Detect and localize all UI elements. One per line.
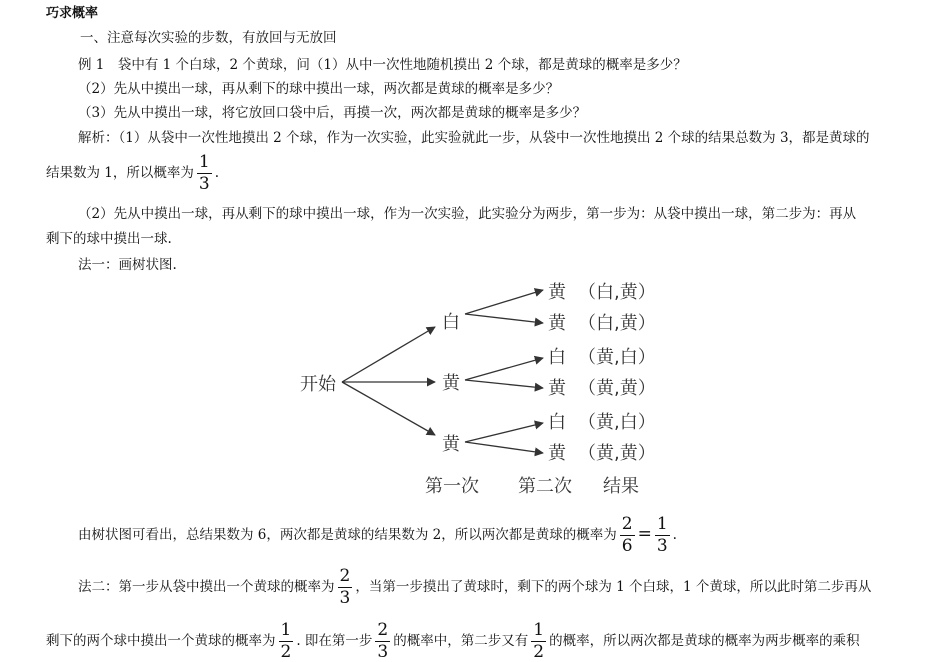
fraction-one-third	[655, 516, 670, 555]
fraction-numerator: 2	[339, 566, 351, 586]
tree-edge	[342, 327, 435, 382]
tree-edge	[342, 382, 435, 435]
method-2-text: . 即在第一步	[296, 633, 373, 649]
tree-level1-node: 黄	[442, 373, 460, 394]
fraction-denominator: 3	[339, 588, 351, 608]
fraction-numerator: 1	[280, 620, 292, 640]
fraction-denominator: 3	[198, 174, 210, 194]
method-2-text: 的概率中，第二步又有	[393, 633, 529, 649]
fraction-two-sixths	[620, 516, 635, 555]
fraction-one-half	[279, 622, 294, 661]
fraction-one-half	[531, 622, 546, 661]
tree-level1-node: 白	[442, 312, 460, 333]
tree-footer-first: 第一次	[425, 476, 479, 497]
method-2-line-1	[78, 568, 871, 607]
section-heading: 一、注意每次实验的步数，有放回与无放回	[80, 30, 337, 46]
fraction-numerator: 2	[377, 620, 389, 640]
tree-level2-node: 黄	[548, 443, 566, 464]
method-2-text: 剩下的两个球中摸出一个黄球的概率为	[46, 633, 276, 649]
tree-level2-node: 白	[548, 347, 566, 368]
solution-paragraph-1-line-1: 解析：（1）从袋中一次性地摸出 2 个球，作为一次实验，此实验就此一步，从袋中一次性地摸出 2 个球的结果总数为 3，都是黄球的	[78, 130, 870, 146]
method-2-text: 法二：第一步从袋中摸出一个黄球的概率为	[78, 579, 335, 595]
fraction-one-third	[197, 154, 212, 193]
conclusion-text: 由树状图可看出，总结果数为 6，两次都是黄球的结果数为 2，所以两次都是黄球的概率为	[78, 527, 617, 543]
fraction-numerator: 1	[656, 514, 668, 534]
fraction-denominator: 2	[533, 642, 545, 662]
fraction-denominator: 3	[377, 642, 389, 662]
tree-edge	[465, 380, 543, 388]
tree-level2-node: 黄	[548, 378, 566, 399]
tree-level2-node: 黄	[548, 282, 566, 303]
tree-diagram	[290, 272, 670, 504]
fraction-two-thirds	[375, 622, 390, 661]
example-question-1: 例 1 袋中有 1 个白球，2 个黄球，问（1）从中一次性地随机摸出 2 个球，都是黄球的概率是多少？	[78, 57, 687, 73]
tree-edge	[465, 290, 543, 314]
tree-start-node: 开始	[300, 374, 336, 395]
fraction-denominator: 2	[280, 642, 292, 662]
solution-paragraph-2-line-1: （2）先从中摸出一球，再从剩下的球中摸出一球，作为一次实验，此实验分为两步，第一步为：从袋中摸出一球，第二步为：再从	[78, 206, 857, 222]
tree-footer-result: 结果	[603, 476, 639, 497]
period: .	[214, 165, 220, 181]
tree-result: （白,黄）	[578, 282, 656, 303]
tree-level2-node: 白	[548, 412, 566, 433]
tree-edge	[465, 423, 543, 442]
tree-result: （黄,黄）	[578, 443, 656, 464]
tree-edge	[465, 314, 543, 323]
tree-footer-second: 第二次	[518, 476, 572, 497]
tree-result: （白,黄）	[578, 313, 656, 334]
fraction-denominator: 6	[621, 536, 633, 556]
fraction-numerator: 1	[198, 152, 210, 172]
method-2-text: 的概率，所以两次都是黄球的概率为两步概率的乘积	[549, 633, 860, 649]
fraction-numerator: 1	[533, 620, 545, 640]
fraction-two-thirds	[338, 568, 353, 607]
tree-result: （黄,黄）	[578, 378, 656, 399]
solution-text: 结果数为 1，所以概率为	[46, 165, 194, 181]
method-2-line-2	[46, 622, 860, 661]
period: .	[672, 527, 677, 543]
tree-result: （黄,白）	[578, 347, 656, 368]
tree-edge	[465, 358, 543, 380]
tree-edge	[465, 442, 543, 453]
solution-paragraph-1-line-2	[46, 154, 219, 193]
tree-level2-node: 黄	[548, 313, 566, 334]
method-1-heading: 法一：画树状图.	[78, 257, 177, 273]
equals-sign: =	[637, 524, 652, 544]
example-question-3: （3）先从中摸出一球，将它放回口袋中后，再摸一次，两次都是黄球的概率是多少？	[78, 105, 587, 121]
conclusion-line	[78, 516, 677, 555]
method-2-text: ，当第一步摸出了黄球时，剩下的两个球为 1 个白球，1 个黄球，所以此时第二步再从	[355, 579, 872, 595]
page-title: 巧求概率	[46, 6, 99, 21]
example-question-2: （2）先从中摸出一球，再从剩下的球中摸出一球，两次都是黄球的概率是多少？	[78, 81, 560, 97]
fraction-denominator: 3	[656, 536, 668, 556]
fraction-numerator: 2	[621, 514, 633, 534]
tree-result: （黄,白）	[578, 412, 656, 433]
solution-paragraph-2-line-2: 剩下的球中摸出一球.	[46, 231, 172, 247]
tree-level1-node: 黄	[442, 434, 460, 455]
